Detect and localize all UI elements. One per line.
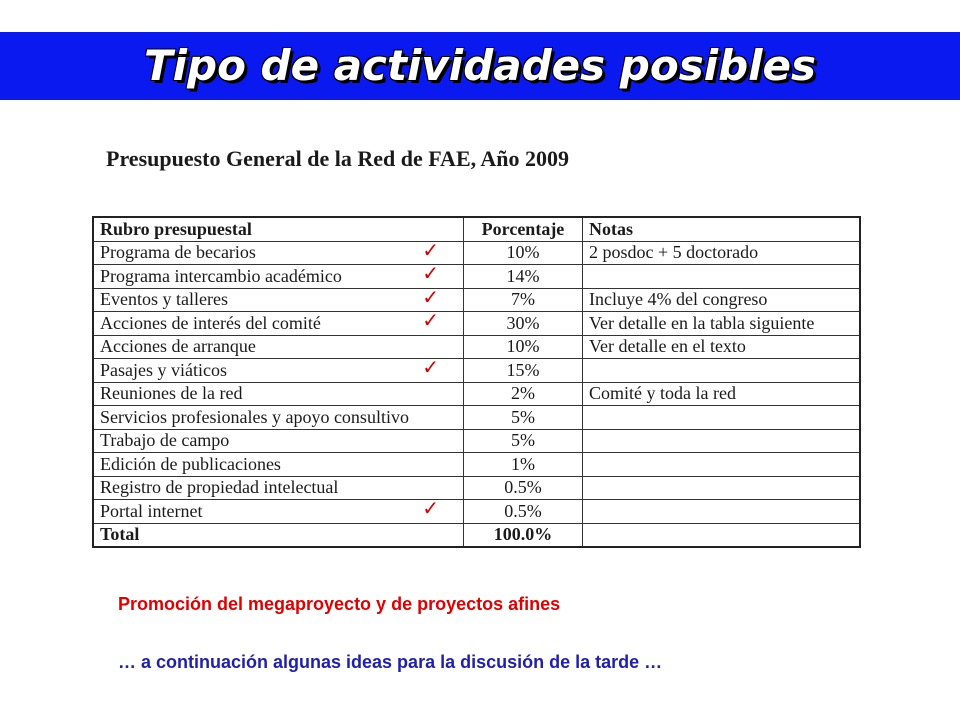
cell-total-label: Total: [93, 523, 464, 547]
cell-porcentaje: 10%: [464, 241, 583, 265]
promo-text: Promoción del megaproyecto y de proyectos afines: [118, 594, 561, 614]
table-row: [93, 265, 860, 289]
cell-notas: Ver detalle en el texto: [583, 335, 861, 359]
check-mark-icon: ✓: [422, 355, 439, 379]
cell-porcentaje: 2%: [464, 382, 583, 406]
cell-porcentaje: 7%: [464, 288, 583, 312]
cell-porcentaje: 0.5%: [464, 476, 583, 500]
cell-porcentaje: 14%: [464, 265, 583, 289]
cell-notas: [583, 476, 861, 500]
cell-rubro: Portal internet ✓: [93, 500, 464, 524]
cell-rubro: Programa de becarios ✓: [93, 241, 464, 265]
total-row: [93, 523, 860, 547]
table-row: [93, 453, 860, 477]
cell-porcentaje: 15%: [464, 359, 583, 383]
cell-total-notas: [583, 523, 861, 547]
cell-porcentaje: 1%: [464, 453, 583, 477]
cell-notas: Comité y toda la red: [583, 382, 861, 406]
budget-table: [92, 216, 861, 548]
header-porcentaje: Porcentaje: [464, 217, 583, 241]
cell-notas: [583, 406, 861, 430]
cell-notas: Incluye 4% del congreso: [583, 288, 861, 312]
cell-rubro: Acciones de arranque: [93, 335, 464, 359]
cell-rubro: Edición de publicaciones: [93, 453, 464, 477]
cell-notas: Ver detalle en la tabla siguiente: [583, 312, 861, 336]
table-row: [93, 406, 860, 430]
header-notas: Notas: [583, 217, 861, 241]
table-row: [93, 335, 860, 359]
table-row: [93, 288, 860, 312]
cell-rubro: Programa intercambio académico ✓: [93, 265, 464, 289]
table-row: [93, 312, 860, 336]
table-header-row: [93, 217, 860, 241]
check-mark-icon: ✓: [422, 237, 439, 262]
cell-rubro: Reuniones de la red: [93, 382, 464, 406]
title-bar: [0, 32, 960, 100]
table-row: [93, 476, 860, 500]
check-mark-icon: ✓: [422, 308, 439, 332]
cell-notas: [583, 429, 861, 453]
check-mark-icon: ✓: [422, 284, 439, 309]
table-row: [93, 429, 860, 453]
table-row: [93, 241, 860, 265]
cell-porcentaje: 10%: [464, 335, 583, 359]
cell-notas: [583, 500, 861, 524]
cell-porcentaje: 5%: [464, 429, 583, 453]
table-heading: Presupuesto General de la Red de FAE, Año 2009: [106, 146, 570, 171]
header-rubro: Rubro presupuestal: [93, 217, 464, 241]
cell-porcentaje: 30%: [464, 312, 583, 336]
budget-body: [93, 237, 860, 547]
cell-rubro: Eventos y talleres ✓: [93, 288, 464, 312]
cell-porcentaje: 0.5%: [464, 500, 583, 524]
cell-rubro: Registro de propiedad intelectual: [93, 476, 464, 500]
slide-title: Tipo de actividades posibles: [143, 41, 817, 90]
check-mark-icon: ✓: [422, 261, 439, 285]
table-row: [93, 359, 860, 383]
check-mark-icon: ✓: [422, 496, 439, 520]
cell-rubro: Acciones de interés del comité ✓: [93, 312, 464, 336]
table-row: [93, 500, 860, 524]
next-text: … a continuación algunas ideas para la discusión de la tarde …: [118, 652, 663, 672]
cell-notas: 2 posdoc + 5 doctorado: [583, 241, 861, 265]
table-row: [93, 382, 860, 406]
cell-rubro: Servicios profesionales y apoyo consultivo: [93, 406, 464, 430]
cell-notas: [583, 265, 861, 289]
cell-rubro: Trabajo de campo: [93, 429, 464, 453]
cell-porcentaje: 5%: [464, 406, 583, 430]
cell-rubro: Pasajes y viáticos ✓: [93, 359, 464, 383]
cell-total-porcentaje: 100.0%: [464, 523, 583, 547]
cell-notas: [583, 359, 861, 383]
cell-notas: [583, 453, 861, 477]
